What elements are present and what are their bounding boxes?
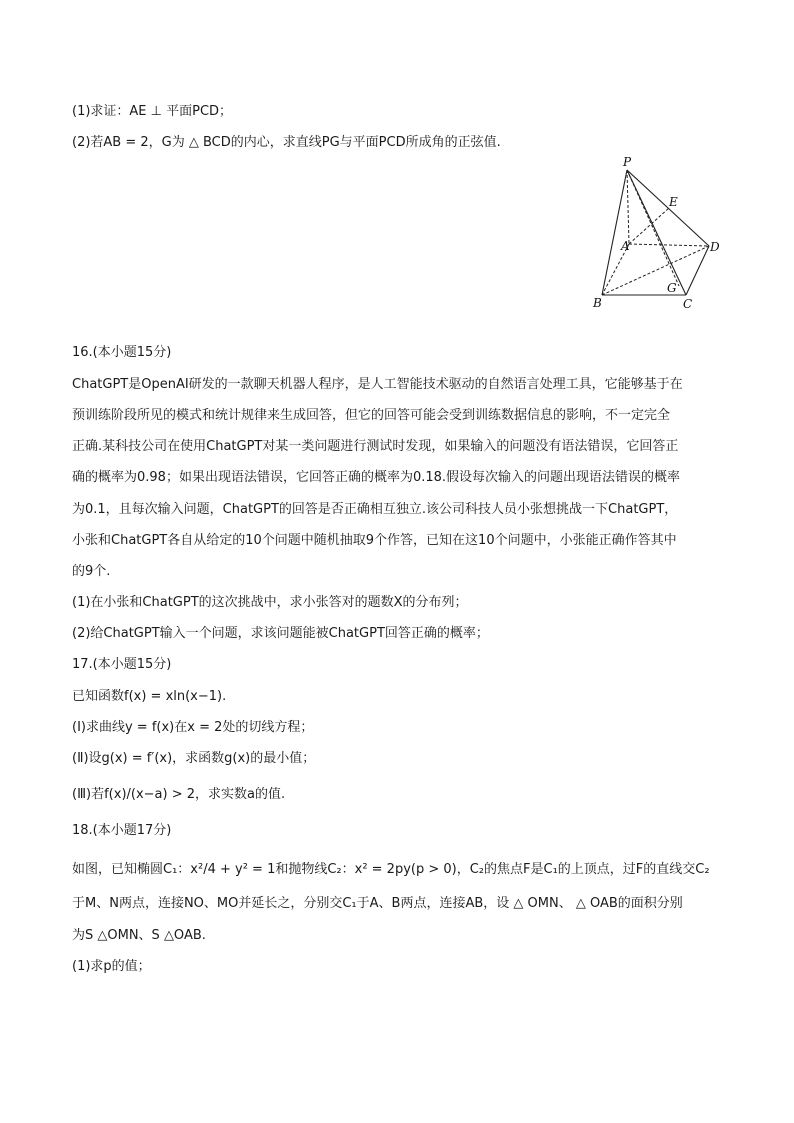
- q15-part1: (1)求证：AE ⊥ 平面PCD；: [72, 104, 233, 119]
- q17-header: 17.(本小题15分): [72, 657, 172, 672]
- q17-part1: (Ⅰ)求曲线y = f(x)在x = 2处的切线方程；: [72, 720, 314, 735]
- pyramid-figure: [585, 150, 725, 315]
- q16-body-line: 预训练阶段所见的模式和统计规律来生成回答，但它的回答可能会受到训练数据信息的影响，不一定完全: [72, 408, 671, 423]
- q15-part2: (2)若AB = 2，G为 △ BCD的内心，求直线PG与平面PCD所成角的正弦值.: [72, 135, 501, 150]
- q18-header: 18.(本小题17分): [72, 823, 172, 838]
- q16-part1: (1)在小张和ChatGPT的这次挑战中，求小张答对的题数X的分布列；: [72, 595, 468, 610]
- label-P: P: [623, 155, 632, 169]
- q18-body-line: 为S △OMN、S △OAB.: [72, 928, 206, 943]
- q16-body-line: 为0.1，且每次输入问题，ChatGPT的回答是否正确相互独立.该公司科技人员小张想挑战一下ChatGPT，: [72, 502, 678, 517]
- q17-part3: (Ⅲ)若f(x)/(x−a) > 2，求实数a的值.: [72, 787, 286, 802]
- label-C: C: [683, 297, 693, 311]
- q16-header: 16.(本小题15分): [72, 345, 172, 360]
- q16-part2: (2)给ChatGPT输入一个问题，求该问题能被ChatGPT回答正确的概率；: [72, 626, 489, 641]
- label-A: A: [621, 239, 630, 253]
- label-B: B: [593, 296, 602, 310]
- q18-part1: (1)求p的值；: [72, 959, 151, 974]
- q16-body-line: ChatGPT是OpenAI研发的一款聊天机器人程序，是人工智能技术驱动的自然语言处理工具，它能够基于在: [72, 377, 683, 392]
- q16-body-line: 正确.某科技公司在使用ChatGPT对某一类问题进行测试时发现，如果输入的问题没有语法错误，它回答正: [72, 439, 679, 454]
- q17-stem: 已知函数f(x) = xln(x−1).: [72, 689, 227, 704]
- q16-body-line: 小张和ChatGPT各自从给定的10个问题中随机抽取9个作答，已知在这10个问题中，小张能正确作答其中: [72, 533, 677, 548]
- q16-body-line: 确的概率为0.98；如果出现语法错误，它回答正确的概率为0.18.假设每次输入的问题出现语法错误的概率: [72, 470, 681, 485]
- q16-body-line: 的9个.: [72, 564, 111, 579]
- q18-body-line: 如图，已知椭圆C₁：x²/4 + y² = 1和抛物线C₂：x² = 2py(p > 0)，C₂的焦点F是C₁的上顶点，过F的直线交C₂: [72, 862, 710, 877]
- label-E: E: [669, 195, 678, 209]
- q17-part2: (Ⅱ)设g(x) = f′(x)，求函数g(x)的最小值；: [72, 751, 316, 766]
- label-G: G: [667, 281, 677, 295]
- label-D: D: [710, 240, 720, 254]
- q18-body-line: 于M、N两点，连接NO、MO并延长之，分别交C₁于A、B两点，连接AB，设 △ OMN、 △ OAB的面积分别: [72, 896, 683, 911]
